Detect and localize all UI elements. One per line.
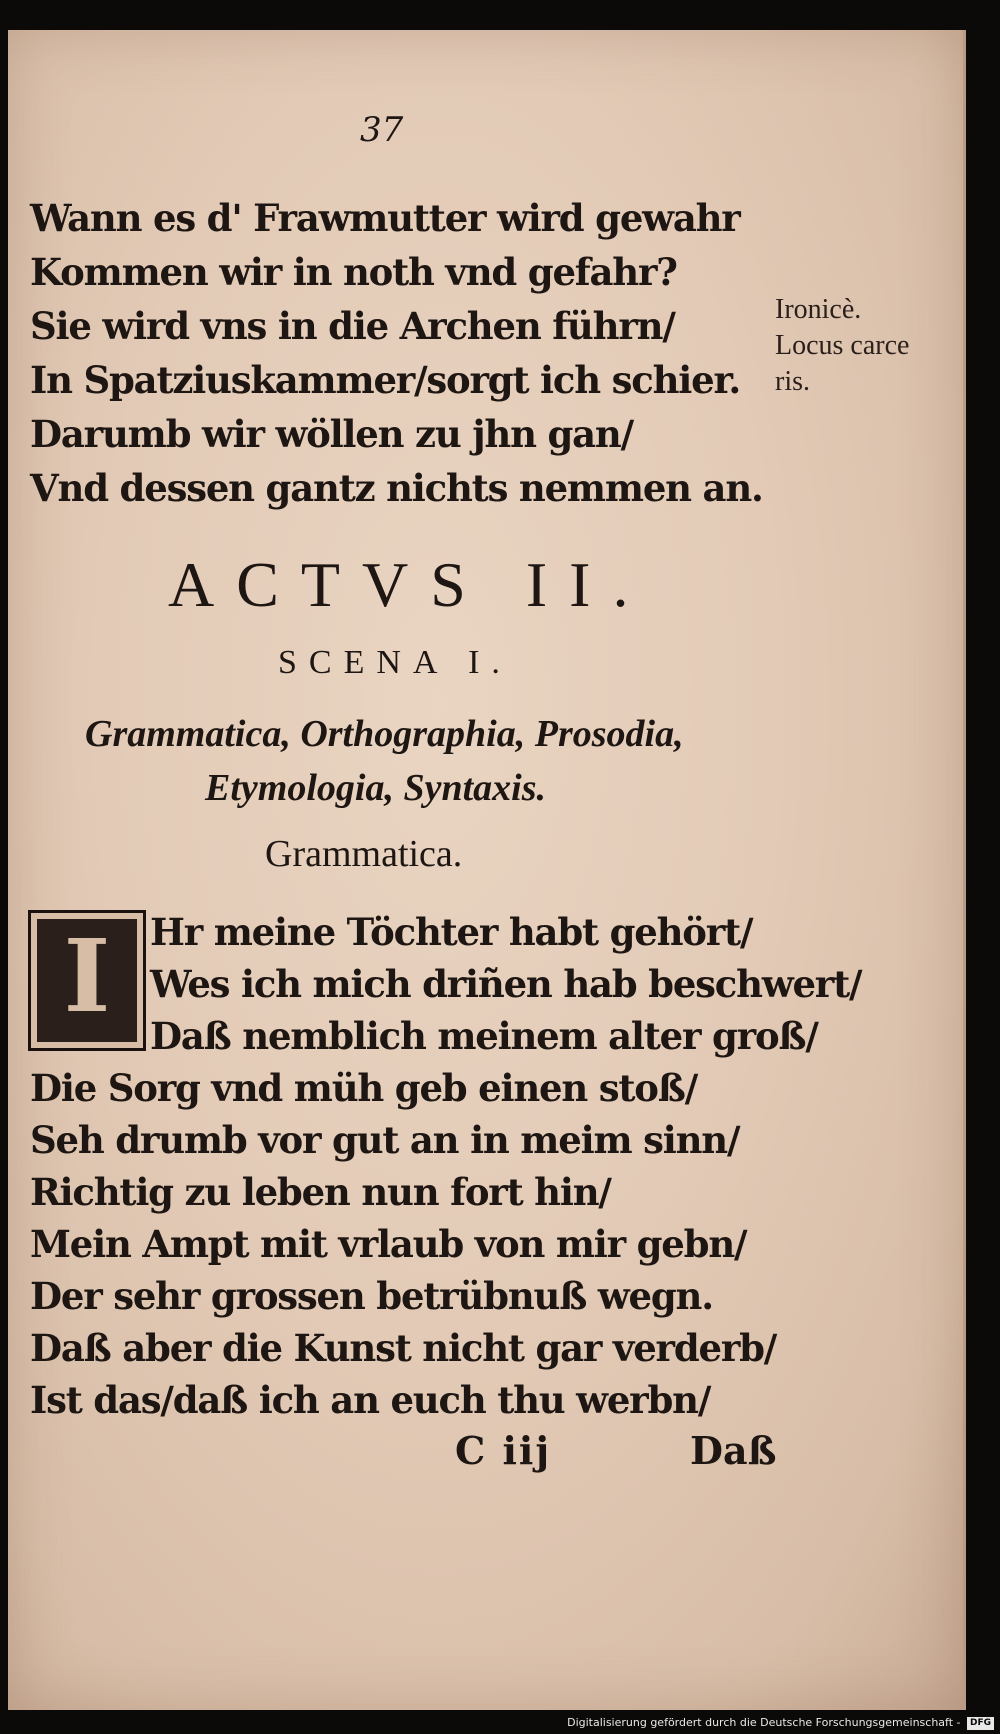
verse-line: Daß aber die Kunst nicht gar verderb/ bbox=[30, 1326, 777, 1370]
page-number: 37 bbox=[360, 110, 404, 150]
verse-line: Wann es d' Frawmutter wird gewahr bbox=[30, 196, 740, 240]
digitization-credit bbox=[567, 1715, 994, 1731]
verse-line: Sie wird vns in die Archen führn/ bbox=[30, 304, 675, 348]
dramatis-personae-line: Etymologia, Syntaxis. bbox=[205, 767, 546, 809]
verse-line: In Spatziuskammer/sorgt ich schier. bbox=[30, 358, 741, 402]
margin-note: ris. bbox=[775, 366, 810, 397]
dfg-logo: DFG bbox=[967, 1717, 994, 1730]
verse-line: Darumb wir wöllen zu jhn gan/ bbox=[30, 412, 633, 456]
funding-note: Digitalisierung gefördert durch die Deutsche Forschungsgemeinschaft - bbox=[567, 1716, 961, 1729]
catchword: Daß bbox=[690, 1428, 777, 1473]
verse-line: Vnd dessen gantz nichts nemmen an. bbox=[30, 466, 763, 510]
signature-mark: C iij bbox=[455, 1428, 552, 1473]
verse-line: Mein Ampt mit vrlaub von mir gebn/ bbox=[30, 1222, 747, 1266]
margin-note: Ironicè. bbox=[775, 294, 862, 325]
verse-line: Seh drumb vor gut an in meim sinn/ bbox=[30, 1118, 740, 1162]
verse-line: Der sehr grossen betrübnuß wegn. bbox=[30, 1274, 713, 1318]
verse-line: Wes ich mich driñen hab beschwert/ bbox=[150, 962, 862, 1006]
verse-line: Daß nemblich meinem alter groß/ bbox=[150, 1014, 818, 1058]
verse-line: Richtig zu leben nun fort hin/ bbox=[30, 1170, 611, 1214]
verse-line: Ist das/daß ich an euch thu werbn/ bbox=[30, 1378, 711, 1422]
verse-line: Kommen wir in noth vnd gefahr? bbox=[30, 250, 677, 294]
decorated-initial bbox=[28, 910, 146, 1051]
margin-note: Locus carce bbox=[775, 330, 910, 361]
verse-line: Die Sorg vnd müh geb einen stoß/ bbox=[30, 1066, 698, 1110]
verse-line: Hr meine Töchter habt gehört/ bbox=[150, 910, 753, 954]
dramatis-personae-line: Grammatica, Orthographia, Prosodia, bbox=[85, 713, 684, 755]
act-heading: ACTVS II. bbox=[168, 549, 651, 620]
speaker-name: Grammatica. bbox=[265, 833, 463, 875]
scene-heading: SCENA I. bbox=[278, 644, 512, 681]
initial-letter: I bbox=[63, 917, 111, 1035]
